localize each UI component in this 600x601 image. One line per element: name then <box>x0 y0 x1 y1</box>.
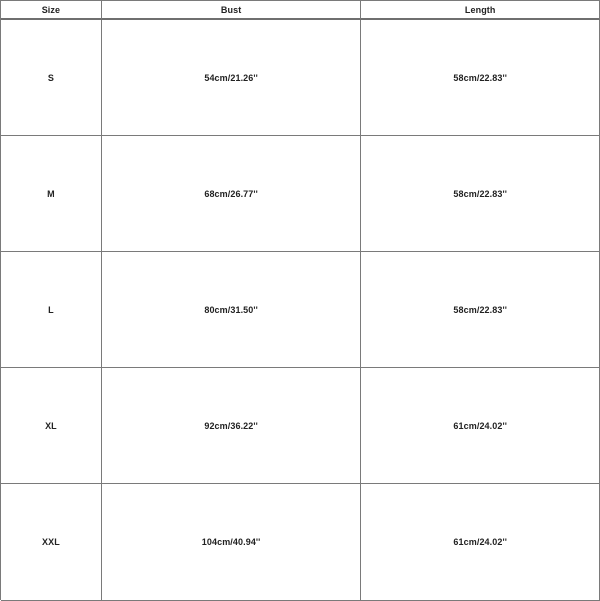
table-row <box>1 368 600 484</box>
bust-cell: 104cm/40.94'' <box>102 484 362 601</box>
length-cell: 61cm/24.02'' <box>361 368 600 484</box>
header-bust: Bust <box>102 1 362 20</box>
length-cell: 61cm/24.02'' <box>361 484 600 601</box>
size-cell: M <box>1 136 102 252</box>
table-header-row <box>1 1 600 20</box>
table-row <box>1 484 600 601</box>
table-row <box>1 252 600 368</box>
bust-cell: 92cm/36.22'' <box>102 368 362 484</box>
size-cell: XXL <box>1 484 102 601</box>
size-cell: S <box>1 20 102 136</box>
length-cell: 58cm/22.83'' <box>361 252 600 368</box>
length-cell: 58cm/22.83'' <box>361 136 600 252</box>
size-cell: XL <box>1 368 102 484</box>
size-cell: L <box>1 252 102 368</box>
bust-cell: 80cm/31.50'' <box>102 252 362 368</box>
header-size: Size <box>1 1 102 20</box>
bust-cell: 54cm/21.26'' <box>102 20 362 136</box>
bust-cell: 68cm/26.77'' <box>102 136 362 252</box>
length-cell: 58cm/22.83'' <box>361 20 600 136</box>
header-length: Length <box>361 1 600 20</box>
table-row <box>1 20 600 136</box>
table-row <box>1 136 600 252</box>
